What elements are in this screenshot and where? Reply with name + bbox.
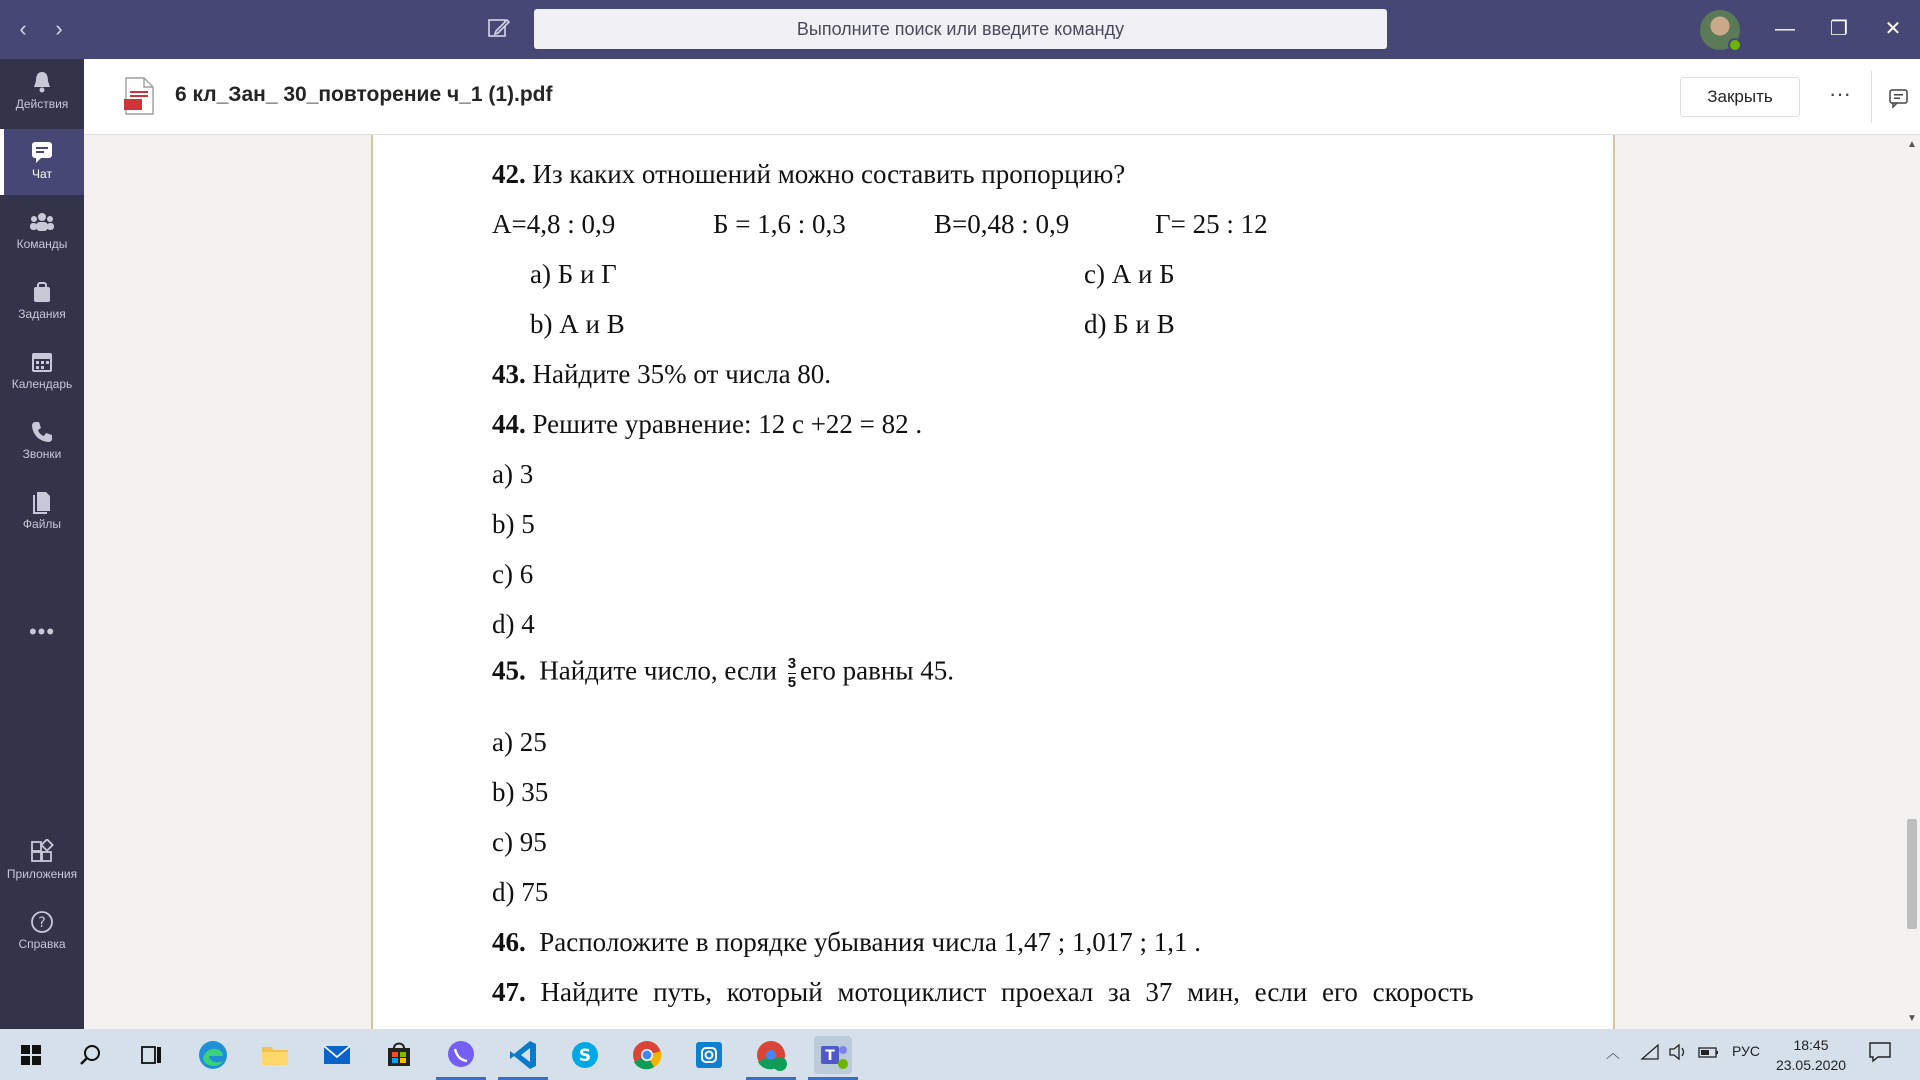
close-window-button[interactable]: ✕ [1884,18,1902,40]
q45-option-b: b) 35 [492,777,549,807]
rail-item-calendar[interactable]: Календарь [0,339,84,405]
title-bar [0,0,1920,59]
scroll-thumb[interactable] [1907,819,1917,929]
q45-option-d: d) 75 [492,877,549,907]
battery-icon[interactable] [1698,1043,1720,1064]
network-icon[interactable] [1640,1043,1660,1064]
teams-icon [29,209,55,235]
files-icon [29,489,55,515]
vertical-scrollbar[interactable] [1904,135,1920,1029]
search-icon[interactable] [72,1036,110,1074]
svg-text:T: T [825,1048,835,1064]
keyboard-language[interactable]: РУС [1732,1043,1761,1059]
svg-text:S: S [578,1046,592,1066]
viber-icon[interactable] [442,1036,480,1074]
q42-option-c: c) А и Б [1084,259,1175,289]
rail-item-help[interactable]: ? Справка [0,899,84,965]
rail-item-teams[interactable]: Команды [0,199,84,265]
q44-option-d: d) 4 [492,609,535,639]
header-divider [1871,71,1872,123]
task-view-icon[interactable] [132,1036,170,1074]
app-rail [0,59,84,1029]
scroll-down-icon[interactable]: ▼ [1907,1013,1917,1024]
q44-option-c: c) 6 [492,559,534,589]
chrome-profile-icon[interactable] [752,1036,790,1074]
system-clock[interactable]: 18:45 23.05.2020 [1775,1037,1847,1073]
question-42: 42. Из каких отношений можно составить пропорцию? [492,159,1126,189]
store-icon[interactable] [380,1036,418,1074]
q45-option-a: a) 25 [492,727,547,757]
q44-option-b: b) 5 [492,509,535,539]
pdf-page [371,135,1615,1029]
restore-button[interactable]: ❐ [1830,18,1848,40]
edge-browser-icon[interactable] [194,1036,232,1074]
ratio-a: А=4,8 : 0,9 [492,209,616,239]
volume-icon[interactable] [1668,1043,1688,1064]
chat-icon [29,139,55,165]
new-chat-icon[interactable] [486,15,512,41]
question-44: 44. Решите уравнение: 12 с +22 = 82 . [492,409,923,439]
q42-option-b: b) А и В [530,309,625,339]
minimize-button[interactable]: — [1775,18,1795,40]
q42-option-d: d) Б и В [1084,309,1175,339]
assignments-icon [29,279,55,305]
rail-item-calls[interactable]: Звонки [0,409,84,475]
forward-button[interactable]: › [55,16,63,41]
question-46: 46. Расположите в порядке убывания числа 1,47 ; 1,017 ; 1,1 . [492,927,1201,957]
back-button[interactable]: ‹ [19,16,27,41]
teams-taskbar-icon[interactable] [814,1036,852,1074]
document-header [84,59,1920,135]
q45-option-c: c) 95 [492,827,547,857]
question-45: 45. Найдите число, если $\frac{3}{5}$ его равны 45. [492,655,955,691]
q44-option-a: a) 3 [492,459,534,489]
question-43: 43. Найдите 35% от числа 80. [492,359,832,389]
windows-start-icon[interactable] [12,1036,50,1074]
notifications-icon[interactable] [1868,1041,1892,1066]
calendar-icon [29,349,55,375]
fraction-three-fifths: $\frac{3}{5}$ [787,655,797,691]
bell-icon [29,69,55,95]
rail-item-assignments[interactable]: Задания [0,269,84,335]
show-hidden-icons-icon[interactable]: ︿ [1606,1045,1620,1061]
ratio-g: Г= 25 : 12 [1155,209,1268,239]
windows-taskbar [0,1029,1920,1080]
pdf-file-icon [124,77,154,115]
rail-item-activity[interactable]: Действия [0,59,84,125]
instagram-icon[interactable] [690,1036,728,1074]
vscode-icon[interactable] [504,1036,542,1074]
svg-text:?: ? [38,915,46,931]
conversation-icon[interactable] [1882,81,1916,115]
rail-item-chat[interactable]: Чат [0,129,84,195]
scroll-up-icon[interactable]: ▲ [1907,139,1917,150]
close-document-button[interactable]: Закрыть [1680,77,1800,117]
status-available-icon [1728,38,1742,52]
chrome-icon[interactable] [628,1036,666,1074]
pdf-viewer[interactable] [84,135,1904,1029]
more-options-button[interactable]: ··· [1829,81,1851,106]
ratio-v: В=0,48 : 0,9 [934,209,1070,239]
mail-icon[interactable] [318,1036,356,1074]
q42-option-a: a) Б и Г [530,259,617,289]
more-apps-icon[interactable]: ••• [28,619,56,644]
phone-icon [29,419,55,445]
rail-item-files[interactable]: Файлы [0,479,84,545]
help-icon [29,909,55,935]
question-47: 47. Найдите путь, который мотоциклист проехал за 37 мин, если его скорость [492,977,1474,1007]
rail-item-apps[interactable]: Приложения [0,829,84,895]
document-title: 6 кл_Зан_ 30_повторение ч_1 (1).pdf [175,83,553,106]
apps-icon [29,839,55,865]
file-explorer-icon[interactable] [256,1036,294,1074]
skype-icon[interactable] [566,1036,604,1074]
search-input[interactable]: Выполните поиск или введите команду [534,9,1387,49]
ratio-b: Б = 1,6 : 0,3 [713,209,846,239]
